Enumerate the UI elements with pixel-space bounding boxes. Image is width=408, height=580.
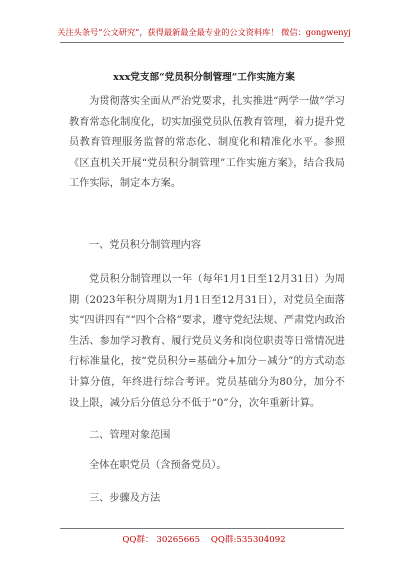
document-title: xxx党支部“党员积分制管理”工作实施方案 bbox=[113, 72, 295, 83]
footer-divider bbox=[60, 528, 344, 529]
section-1-paragraph: 党员积分制管理以一年（每年1月1日至12月31日）为周期（2023年积分周期为1月1日至12月31日），对党员全面落实“四讲四有”“四个合格”要求，遵守党纪法规、严肃党内政治生活、参加学习教育、履行党员义务和岗位职责等日常情况进行标准量化，按“党员积分=基础分+加分－减分”的方式动态计算分值，年终进行综合考评。党员基础分为80分，加分不设上限，减分后分值总分不低于“0”分，次年重新计算。 bbox=[69, 274, 345, 409]
footer-qq-group-2: QQ群:535304092 bbox=[210, 535, 286, 545]
section-heading-1: 一、党员积分制管理内容 bbox=[89, 240, 202, 251]
header-divider bbox=[60, 42, 344, 43]
section-2-paragraph: 全体在职党员（含预备党员）。 bbox=[89, 460, 227, 471]
section-heading-2: 二、管理对象范围 bbox=[89, 430, 171, 441]
intro-paragraph: 为贯彻落实全面从严治党要求，扎实推进“两学一做”学习教育常态化制度化，切实加强党员队伍教育管理，着力提升党员教育管理服务监督的常态化、制度化和精准化水平。参照《区直机关开展“党员积分制管理”工作实施方案》，结合我局工作实际，制定本方案。 bbox=[69, 96, 345, 190]
section-heading-3: 三、步骤及方法 bbox=[89, 493, 161, 504]
footer-contact bbox=[0, 533, 408, 545]
header-promo-text: 关注头条号“公文研究”，获得最新最全最专业的公文资料库！ 微信：gongwenyj bbox=[57, 27, 351, 37]
footer-qq-group-1: QQ群： 30265665 bbox=[122, 535, 201, 545]
